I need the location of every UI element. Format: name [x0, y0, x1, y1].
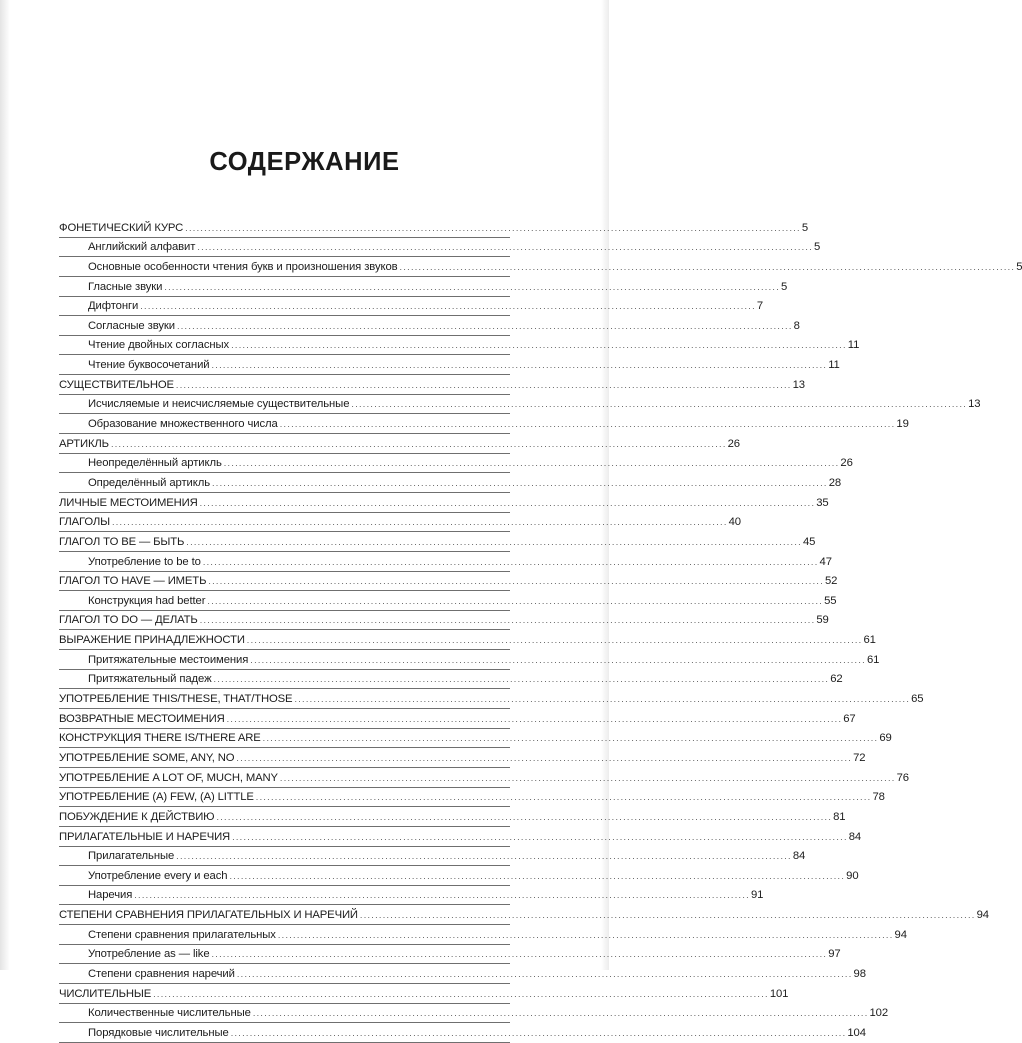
toc-section-entry [59, 807, 846, 827]
toc-dot-leader: .................................................................................................................................................................. [208, 576, 825, 587]
toc-dot-leader: .................................................................................................................................................................. [252, 1008, 869, 1019]
toc-subsection-entry [59, 414, 909, 434]
toc-dot-leader: .................................................................................................................................................................. [236, 968, 853, 979]
table-of-contents [59, 218, 1022, 1043]
toc-page-number: 26 [727, 437, 740, 450]
toc-entry-label: Количественные числительные [88, 1007, 251, 1020]
toc-page-number: 104 [847, 1026, 866, 1039]
toc-page-number: 76 [896, 771, 909, 784]
toc-dot-leader: .................................................................................................................................................................. [176, 320, 793, 331]
toc-page-number: 69 [879, 732, 892, 745]
toc-subsection-entry [59, 336, 860, 356]
toc-entry-label: ГЛАГОЛЫ [59, 516, 110, 529]
toc-page-number: 5 [801, 221, 808, 234]
toc-entry-label: ГЛАГОЛ TO DO — ДЕЛАТЬ [59, 614, 198, 627]
toc-dot-leader: .................................................................................................................................................................. [262, 733, 879, 744]
toc-entry-label: ВЫРАЖЕНИЕ ПРИНАДЛЕЖНОСТИ [59, 634, 245, 647]
toc-entry-label: Чтение буквосочетаний [88, 359, 210, 372]
toc-page-number: 78 [872, 791, 885, 804]
toc-page-number: 61 [866, 653, 880, 666]
toc-entry-label: ЛИЧНЫЕ МЕСТОИМЕНИЯ [59, 496, 198, 509]
toc-page-number: 45 [802, 535, 816, 548]
toc-dot-leader: .................................................................................................................................................................. [226, 713, 843, 724]
toc-dot-leader: .................................................................................................................................................................. [294, 694, 911, 705]
toc-section-entry [59, 768, 909, 788]
toc-page-number: 94 [894, 928, 907, 941]
toc-page-number: 67 [843, 712, 856, 725]
toc-page-number: 59 [816, 614, 829, 627]
toc-page-number: 5 [814, 241, 821, 254]
toc-entry-label: Степени сравнения наречий [88, 967, 235, 980]
toc-dot-leader: .................................................................................................................................................................. [250, 654, 866, 665]
toc-entry-label: Порядковые числительные [88, 1026, 229, 1039]
toc-subsection-entry [59, 925, 907, 945]
toc-page-number: 91 [750, 889, 764, 902]
toc-dot-leader: .................................................................................................................................................................. [232, 831, 848, 842]
toc-dot-leader: .................................................................................................................................................................. [202, 556, 819, 567]
toc-entry-label: Дифтонги [88, 300, 139, 313]
toc-page-number: 35 [816, 496, 829, 509]
toc-section-entry [59, 513, 741, 533]
toc-section-entry [59, 434, 740, 454]
toc-entry-label: СУЩЕСТВИТЕЛЬНОЕ [59, 378, 174, 391]
toc-entry-label: УПОТРЕБЛЕНИЕ (A) FEW, (A) LITTLE [59, 791, 254, 804]
toc-section-entry [59, 827, 862, 847]
toc-section-entry [59, 905, 989, 925]
toc-entry-label: Употребление every и each [88, 869, 228, 882]
toc-page-number: 102 [869, 1007, 889, 1020]
toc-dot-leader: .................................................................................................................................................................. [134, 890, 750, 901]
toc-dot-leader: .................................................................................................................................................................. [236, 752, 853, 763]
toc-subsection-entry [59, 277, 788, 297]
toc-page-number: 5 [1016, 260, 1022, 273]
toc-entry-label: Употребление as — like [88, 948, 210, 961]
toc-section-entry [59, 984, 789, 1004]
toc-entry-label: КОНСТРУКЦИЯ THERE IS/THERE ARE [59, 732, 261, 745]
toc-dot-leader: .................................................................................................................................................................. [164, 281, 781, 292]
toc-entry-label: СТЕПЕНИ СРАВНЕНИЯ ПРИЛАГАТЕЛЬНЫХ И НАРЕЧИЙ [59, 909, 358, 922]
toc-page-number: 11 [828, 359, 840, 372]
toc-page-number: 84 [848, 830, 862, 843]
toc-section-entry [59, 689, 924, 709]
toc-entry-label: ФОНЕТИЧЕСКИЙ КУРС [59, 221, 184, 234]
toc-page-number: 11 [847, 339, 860, 352]
toc-subsection-entry [59, 238, 821, 258]
toc-dot-leader: .................................................................................................................................................................. [255, 792, 872, 803]
toc-section-entry [59, 748, 866, 768]
toc-dot-leader: .................................................................................................................................................................. [211, 949, 828, 960]
toc-entry-label: Прилагательные [88, 850, 175, 863]
toc-entry-label: УПОТРЕБЛЕНИЕ THIS/THESE, THAT/THOSE [59, 693, 293, 706]
toc-page-number: 19 [896, 418, 909, 431]
toc-dot-leader: .................................................................................................................................................................. [246, 635, 863, 646]
toc-entry-label: УПОТРЕБЛЕНИЕ A LOT OF, MUCH, MANY [59, 771, 278, 784]
toc-page-number: 97 [828, 948, 841, 961]
toc-subsection-entry [59, 847, 806, 867]
toc-subsection-entry [59, 355, 840, 375]
toc-page-number: 98 [853, 967, 866, 980]
toc-subsection-entry [59, 552, 832, 572]
toc-dot-leader: .................................................................................................................................................................. [229, 870, 846, 881]
toc-entry-label: Степени сравнения прилагательных [88, 928, 276, 941]
toc-dot-leader: .................................................................................................................................................................. [216, 811, 833, 822]
toc-subsection-entry [59, 866, 859, 886]
toc-page-number: 72 [853, 751, 866, 764]
toc-page-number: 101 [769, 987, 789, 1000]
toc-dot-leader: .................................................................................................................................................................. [176, 851, 792, 862]
toc-page-number: 13 [792, 378, 805, 391]
toc-page-number: 90 [846, 869, 859, 882]
toc-entry-label: ПОБУЖДЕНИЕ К ДЕЙСТВИЮ [59, 810, 215, 823]
toc-subsection-entry [59, 591, 837, 611]
toc-page-number: 81 [833, 810, 846, 823]
toc-subsection-entry [59, 1004, 889, 1024]
toc-subsection-entry [59, 886, 764, 906]
toc-dot-leader: .................................................................................................................................................................. [140, 301, 756, 312]
toc-dot-leader: .................................................................................................................................................................. [212, 477, 828, 488]
toc-subsection-entry [59, 650, 880, 670]
toc-section-entry [59, 788, 885, 808]
toc-dot-leader: .................................................................................................................................................................. [199, 615, 816, 626]
toc-entry-label: Определённый артикль [88, 476, 210, 489]
toc-entry-label: ГЛАГОЛ TO HAVE — ИМЕТЬ [59, 575, 207, 588]
toc-section-entry [59, 493, 829, 513]
toc-section-entry [59, 611, 829, 631]
toc-subsection-entry [59, 964, 866, 984]
toc-entry-label: Неопределённый артикль [88, 457, 222, 470]
toc-page-number: 61 [863, 634, 876, 647]
toc-subsection-entry [59, 395, 981, 415]
toc-subsection-entry [59, 1023, 866, 1043]
toc-section-entry [59, 630, 876, 650]
toc-dot-leader: .................................................................................................................................................................. [279, 419, 896, 430]
toc-dot-leader: .................................................................................................................................................................. [351, 399, 968, 410]
toc-entry-label: Чтение двойных согласных [88, 339, 230, 352]
toc-entry-label: Употребление to be to [88, 555, 201, 568]
toc-page-number: 55 [824, 594, 837, 607]
toc-entry-label: Образование множественного числа [88, 418, 278, 431]
toc-subsection-entry [59, 454, 853, 474]
toc-page-number: 84 [792, 850, 806, 863]
toc-section-entry [59, 532, 816, 552]
toc-subsection-entry [59, 316, 800, 336]
toc-dot-leader: .................................................................................................................................................................. [186, 536, 802, 547]
toc-entry-label: АРТИКЛЬ [59, 437, 109, 450]
toc-page-number: 13 [968, 398, 981, 411]
toc-dot-leader: .................................................................................................................................................................. [399, 261, 1016, 272]
toc-entry-label: ПРИЛАГАТЕЛЬНЫЕ И НАРЕЧИЯ [59, 830, 231, 843]
toc-entry-label: Исчисляемые и неисчисляемые существительные [88, 398, 350, 411]
toc-page-number: 47 [819, 555, 832, 568]
toc-dot-leader: .................................................................................................................................................................. [185, 222, 801, 233]
toc-subsection-entry [59, 297, 764, 317]
toc-section-entry [59, 572, 838, 592]
toc-dot-leader: .................................................................................................................................................................. [111, 517, 728, 528]
toc-entry-label: Притяжательные местоимения [88, 653, 249, 666]
toc-page-number: 7 [756, 300, 764, 313]
toc-section-entry [59, 729, 892, 749]
toc-entry-label: Гласные звуки [88, 280, 163, 293]
page-edge-shadow [0, 0, 10, 970]
page-title: СОДЕРЖАНИЕ [209, 148, 400, 176]
toc-entry-label: УПОТРЕБЛЕНИЕ SOME, ANY, NO [59, 751, 235, 764]
toc-entry-label: Согласные звуки [88, 319, 175, 332]
toc-dot-leader: .................................................................................................................................................................. [175, 379, 792, 390]
toc-subsection-entry [59, 257, 1022, 277]
toc-dot-leader: .................................................................................................................................................................. [197, 242, 814, 253]
toc-dot-leader: .................................................................................................................................................................. [211, 360, 828, 371]
toc-dot-leader: .................................................................................................................................................................. [279, 772, 896, 783]
toc-subsection-entry [59, 670, 843, 690]
toc-page-number: 94 [976, 909, 989, 922]
toc-dot-leader: .................................................................................................................................................................. [230, 1027, 847, 1038]
toc-entry-label: Конструкция had better [88, 594, 206, 607]
toc-dot-leader: .................................................................................................................................................................. [153, 988, 769, 999]
toc-entry-label: ЧИСЛИТЕЛЬНЫЕ [59, 987, 152, 1000]
toc-dot-leader: .................................................................................................................................................................. [213, 674, 830, 685]
toc-dot-leader: .................................................................................................................................................................. [207, 595, 824, 606]
toc-page-number: 65 [911, 693, 924, 706]
toc-dot-leader: .................................................................................................................................................................. [223, 458, 840, 469]
toc-page-number: 5 [781, 280, 788, 293]
toc-entry-label: ГЛАГОЛ TO BE — БЫТЬ [59, 535, 185, 548]
toc-entry-label: Притяжательный падеж [88, 673, 212, 686]
toc-page-number: 62 [830, 673, 843, 686]
toc-page-number: 28 [828, 476, 842, 489]
toc-entry-label: Основные особенности чтения букв и произношения звуков [88, 260, 398, 273]
toc-dot-leader: .................................................................................................................................................................. [199, 497, 816, 508]
toc-page-number: 26 [840, 457, 853, 470]
toc-entry-label: Наречия [88, 889, 133, 902]
toc-dot-leader: .................................................................................................................................................................. [231, 340, 847, 351]
toc-entry-label: Английский алфавит [88, 241, 196, 254]
toc-dot-leader: .................................................................................................................................................................. [277, 929, 894, 940]
toc-page-number: 52 [825, 575, 838, 588]
toc-section-entry [59, 709, 856, 729]
toc-section-entry [59, 375, 805, 395]
toc-entry-label: ВОЗВРАТНЫЕ МЕСТОИМЕНИЯ [59, 712, 225, 725]
toc-dot-leader: .................................................................................................................................................................. [110, 438, 727, 449]
toc-page-number: 40 [728, 516, 741, 529]
toc-subsection-entry [59, 473, 842, 493]
toc-section-entry [59, 218, 808, 238]
toc-dot-leader: .................................................................................................................................................................. [359, 910, 976, 921]
toc-page-number: 8 [793, 319, 800, 332]
toc-subsection-entry [59, 945, 841, 965]
